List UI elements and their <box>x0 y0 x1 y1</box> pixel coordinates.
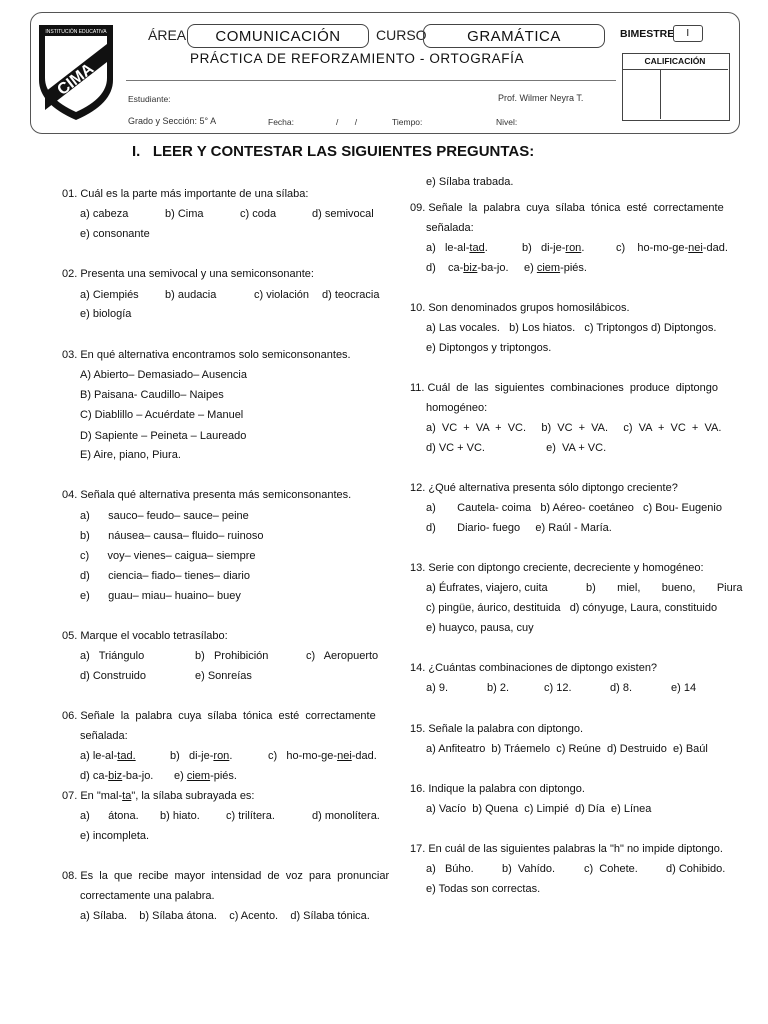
q2-opt-c: c) violación <box>254 289 310 301</box>
q14-opt-d: d) 8. <box>610 682 633 694</box>
q6-text: 06. Señale la palabra cuya sílaba tónica esté correctamente <box>62 710 376 722</box>
svg-text:CIMA: CIMA <box>54 60 98 99</box>
q2-opt-b: b) audacia <box>165 289 217 301</box>
q6-opt-d: d) ca-biz-ba-jo. <box>80 770 154 782</box>
q4-opt-a: a) sauco– feudo– sauce– peine <box>80 510 249 522</box>
q17-opt-b: b) Vahído. <box>502 863 555 875</box>
school-logo <box>36 22 116 122</box>
q12-text: 12. ¿Qué alternativa presenta sólo diptongo creciente? <box>410 482 678 494</box>
q3-opt-b: B) Paisana- Caudillo– Naipes <box>80 389 224 401</box>
calificacion-label: CALIFICACIÓN <box>644 56 706 66</box>
q7-opt-e: e) incompleta. <box>80 830 150 842</box>
q5-opt-d: d) Construido <box>80 670 147 682</box>
grade-box-divider <box>622 69 728 70</box>
section-title: I. LEER Y CONTESTAR LAS SIGUIENTES PREGUNTAS: <box>132 143 535 160</box>
q8-text-cont: correctamente una palabra. <box>80 890 215 902</box>
q15-text: 15. Señale la palabra con diptongo. <box>410 723 584 735</box>
q4-text: 04. Señala qué alternativa presenta más semiconsonantes. <box>62 489 352 501</box>
q4-opt-c: c) voy– vienes– caigua– siempre <box>80 550 256 562</box>
q9-opt-a: a) le-al-tad. <box>426 242 488 254</box>
q3-opt-a: A) Abierto– Demasiado– Ausencia <box>80 369 247 381</box>
q10-options: a) Las vocales. b) Los hiatos. c) Triptongos d) Diptongos. <box>426 322 717 334</box>
q8-options: a) Sílaba. b) Sílaba átona. c) Acento. d) Sílaba tónica. <box>80 910 370 922</box>
q2-opt-d: d) teocracia <box>322 289 380 301</box>
q15-options: a) Anfiteatro b) Tráemelo c) Reúne d) Destruido e) Baúl <box>426 743 708 755</box>
q16-options: a) Vacío b) Quena c) Limpié d) Día e) Línea <box>426 803 652 815</box>
q9-text-cont: señalada: <box>426 222 474 234</box>
q7-opt-a: a) átona. <box>80 810 139 822</box>
q17-opt-e: e) Todas son correctas. <box>426 883 541 895</box>
q4-opt-b: b) náusea– causa– fluido– ruinoso <box>80 530 264 542</box>
q6-opt-c: c) ho-mo-ge-nei-dad. <box>268 750 377 762</box>
nivel-label: Nivel: <box>496 117 518 127</box>
q11-text: 11. Cuál de las siguientes combinaciones produce diptongo <box>410 382 718 394</box>
bimestre-label: BIMESTRE <box>620 28 675 40</box>
q7-opt-d: d) monolítera. <box>312 810 380 822</box>
q1-opt-e: e) consonante <box>80 228 150 240</box>
q13-opt-b: b) miel, bueno, Piura <box>586 582 743 594</box>
area-field: COMUNICACIÓN <box>187 24 369 48</box>
q10-opt-e: e) Diptongos y triptongos. <box>426 342 552 354</box>
q2-text: 02. Presenta una semivocal y una semiconsonante: <box>62 268 314 280</box>
q12-options: a) Cautela- coima b) Aéreo- coetáneo c) Bou- Eugenio <box>426 502 722 514</box>
q11-text-cont: homogéneo: <box>426 402 488 414</box>
q6-opt-a: a) le-al-tad. <box>80 750 136 762</box>
header-rule <box>126 80 616 81</box>
grade-box-split <box>660 69 661 119</box>
q5-opt-c: c) Aeropuerto <box>306 650 379 662</box>
q13-text: 13. Serie con diptongo creciente, decreciente y homogéneo: <box>410 562 704 574</box>
q14-opt-c: c) 12. <box>544 682 572 694</box>
q1-text: 01. Cuál es la parte más importante de una sílaba: <box>62 188 309 200</box>
q1-opt-b: b) Cima <box>165 208 204 220</box>
q3-opt-e: E) Aire, piano, Piura. <box>80 449 181 461</box>
q17-opt-d: d) Cohibido. <box>666 863 726 875</box>
q13-opt-a: a) Éufrates, viajero, cuita <box>426 582 548 594</box>
q7-opt-b: b) hiato. <box>160 810 200 822</box>
q4-opt-d: d) ciencia– fiado– tienes– diario <box>80 570 250 582</box>
q3-opt-c: C) Diablillo – Acuérdate – Manuel <box>80 409 244 421</box>
q13-options: c) pingüe, áurico, destituida d) cónyuge, Laura, constituido <box>426 602 718 614</box>
q14-opt-e: e) 14 <box>671 682 697 694</box>
q16-text: 16. Indique la palabra con diptongo. <box>410 783 585 795</box>
q3-opt-d: D) Sapiente – Peineta – Laureado <box>80 430 247 442</box>
estudiante-label: Estudiante: <box>128 94 171 104</box>
q8-opt-e: e) Sílaba trabada. <box>426 176 514 188</box>
prof-name: Prof. Wilmer Neyra T. <box>498 93 584 103</box>
q1-opt-a: a) cabeza <box>80 208 129 220</box>
q12-options-2: d) Diario- fuego e) Raúl - María. <box>426 522 612 534</box>
q6-opt-e: e) ciem-piés. <box>174 770 237 782</box>
svg-text:INSTITUCIÓN EDUCATIVA: INSTITUCIÓN EDUCATIVA <box>45 29 107 35</box>
q17-text: 17. En cuál de las siguientes palabras la "h" no impide diptongo. <box>410 843 723 855</box>
page-subtitle: PRÁCTICA DE REFORZAMIENTO - ORTOGRAFÍA <box>190 51 525 66</box>
area-label: ÁREA <box>148 27 187 43</box>
q6-opt-b: b) di-je-ron. <box>170 750 233 762</box>
q9-opt-b: b) di-je-ron. <box>522 242 585 254</box>
q9-opt-c: c) ho-mo-ge-nei-dad. <box>616 242 728 254</box>
q2-opt-a: a) Ciempiés <box>80 289 139 301</box>
fecha-label: Fecha: <box>268 117 294 127</box>
q4-opt-e: e) guau– miau– huaino– buey <box>80 590 241 602</box>
q14-text: 14. ¿Cuántas combinaciones de diptongo existen? <box>410 662 658 674</box>
curso-field: GRAMÁTICA <box>423 24 605 48</box>
q3-text: 03. En qué alternativa encontramos solo semiconsonantes. <box>62 349 351 361</box>
q9-opt-e: e) ciem-piés. <box>524 262 587 274</box>
fecha-sep: / / <box>336 117 358 127</box>
q5-opt-b: b) Prohibición <box>195 650 269 662</box>
q5-opt-a: a) Triángulo <box>80 650 145 662</box>
q13-opt-e: e) huayco, pausa, cuy <box>426 622 534 634</box>
q11-options-2: d) VC + VC. e) VA + VC. <box>426 442 607 454</box>
q10-text: 10. Son denominados grupos homosilábicos. <box>410 302 630 314</box>
tiempo-label: Tiempo: <box>392 117 423 127</box>
q7-text: 07. En "mal-ta", la sílaba subrayada es: <box>62 790 255 802</box>
grado-label: Grado y Sección: 5° A <box>128 116 217 126</box>
bimestre-field: I <box>673 25 703 42</box>
q17-opt-c: c) Cohete. <box>584 863 638 875</box>
q17-opt-a: a) Búho. <box>426 863 474 875</box>
q5-opt-e: e) Sonreías <box>195 670 252 682</box>
q2-opt-e: e) biología <box>80 308 132 320</box>
q7-opt-c: c) trilítera. <box>226 810 275 822</box>
q9-opt-d: d) ca-biz-ba-jo. <box>426 262 509 274</box>
q11-options: a) VC + VA + VC. b) VC + VA. c) VA + VC + VA. <box>426 422 722 434</box>
q1-opt-d: d) semivocal <box>312 208 374 220</box>
q1-opt-c: c) coda <box>240 208 277 220</box>
q9-text: 09. Señale la palabra cuya sílaba tónica esté correctamente <box>410 202 724 214</box>
q5-text: 05. Marque el vocablo tetrasílabo: <box>62 630 228 642</box>
q6-text-cont: señalada: <box>80 730 128 742</box>
q14-opt-b: b) 2. <box>487 682 510 694</box>
q8-text: 08. Es la que recibe mayor intensidad de voz para pronunciar <box>62 870 390 882</box>
curso-label: CURSO <box>376 27 427 43</box>
q14-opt-a: a) 9. <box>426 682 449 694</box>
